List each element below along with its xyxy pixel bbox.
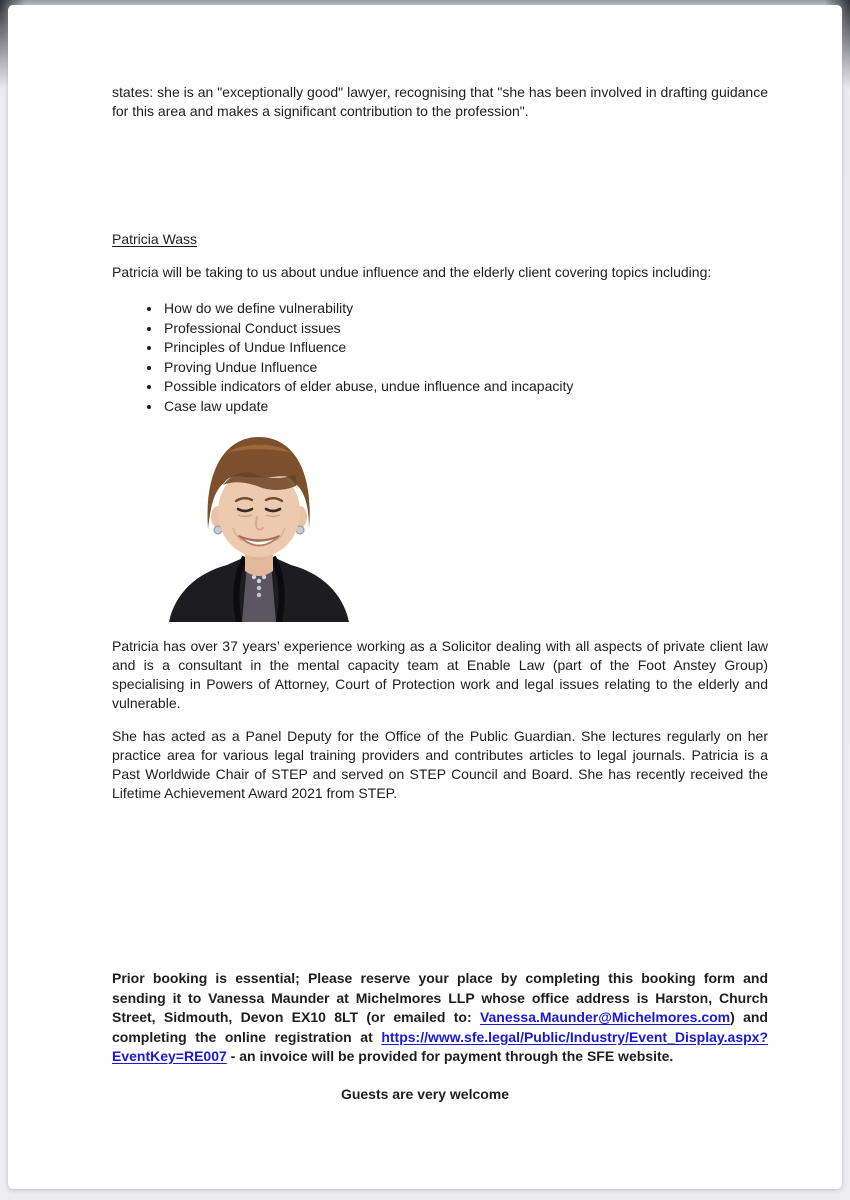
booking-text-1: Prior booking is essential; Please reserve your place by completing this booking form and sending it to Vanessa Maunder at Michelmores LLP whose office address is Harston, Church Street, Sidmouth, Devon EX10 8LT (or emailed to:: [112, 970, 768, 1025]
topic-item: • Principles of Undue Influence: [162, 338, 768, 358]
topic-item: • Professional Conduct issues: [162, 319, 768, 339]
document-page: [8, 5, 842, 1189]
topics-intro: Patricia will be taking to us about undue influence and the elderly client covering topics including:: [112, 264, 712, 280]
closing-line: Guests are very welcome: [340, 1085, 510, 1102]
speaker-name-heading: Patricia Wass: [112, 231, 198, 247]
bio-paragraph-2: She has acted as a Panel Deputy for the Office of the Public Guardian. She lectures regularly on her practice area for various legal training providers and contributes articles to legal journals. Patricia is a Past Worldwide Chair of STEP and served on STEP Council and Board. She has recently received the Lifetime Achievement Award 2021 from STEP.: [112, 728, 768, 801]
registration-link[interactable]: https://www.sfe.legal/Public/Industry/Event_Display.aspx?EventKey=RE007: [112, 1028, 768, 1064]
booking-paragraph: [112, 969, 768, 1067]
email-link[interactable]: Vanessa.Maunder@Michelmores.com: [479, 1009, 731, 1025]
topic-item: • Possible indicators of elder abuse, undue influence and incapacity: [162, 377, 768, 397]
speaker-photo: [157, 425, 360, 622]
topic-item: • Case law update: [162, 397, 768, 417]
topics-list: [138, 299, 768, 416]
topic-item: • Proving Undue Influence: [162, 358, 768, 378]
bio-paragraph-1: Patricia has over 37 years’ experience working as a Solicitor dealing with all aspects of private client law and is a consultant in the mental capacity team at Enable Law (part of the Foot Anstey Group) specialising in Powers of Attorney, Court of Protection work and legal issues relating to the elderly and vulnerable.: [112, 638, 768, 711]
topic-item: • How do we define vulnerability: [162, 299, 768, 319]
opening-paragraph: states: she is an "exceptionally good" lawyer, recognising that "she has been involved in drafting guidance for this area and makes a significant contribution to the profession".: [112, 84, 768, 119]
booking-text-3: - an invoice will be provided for payment through the SFE website.: [226, 1048, 674, 1064]
booking-text-2: ) and completing the online registration at: [112, 1009, 768, 1045]
